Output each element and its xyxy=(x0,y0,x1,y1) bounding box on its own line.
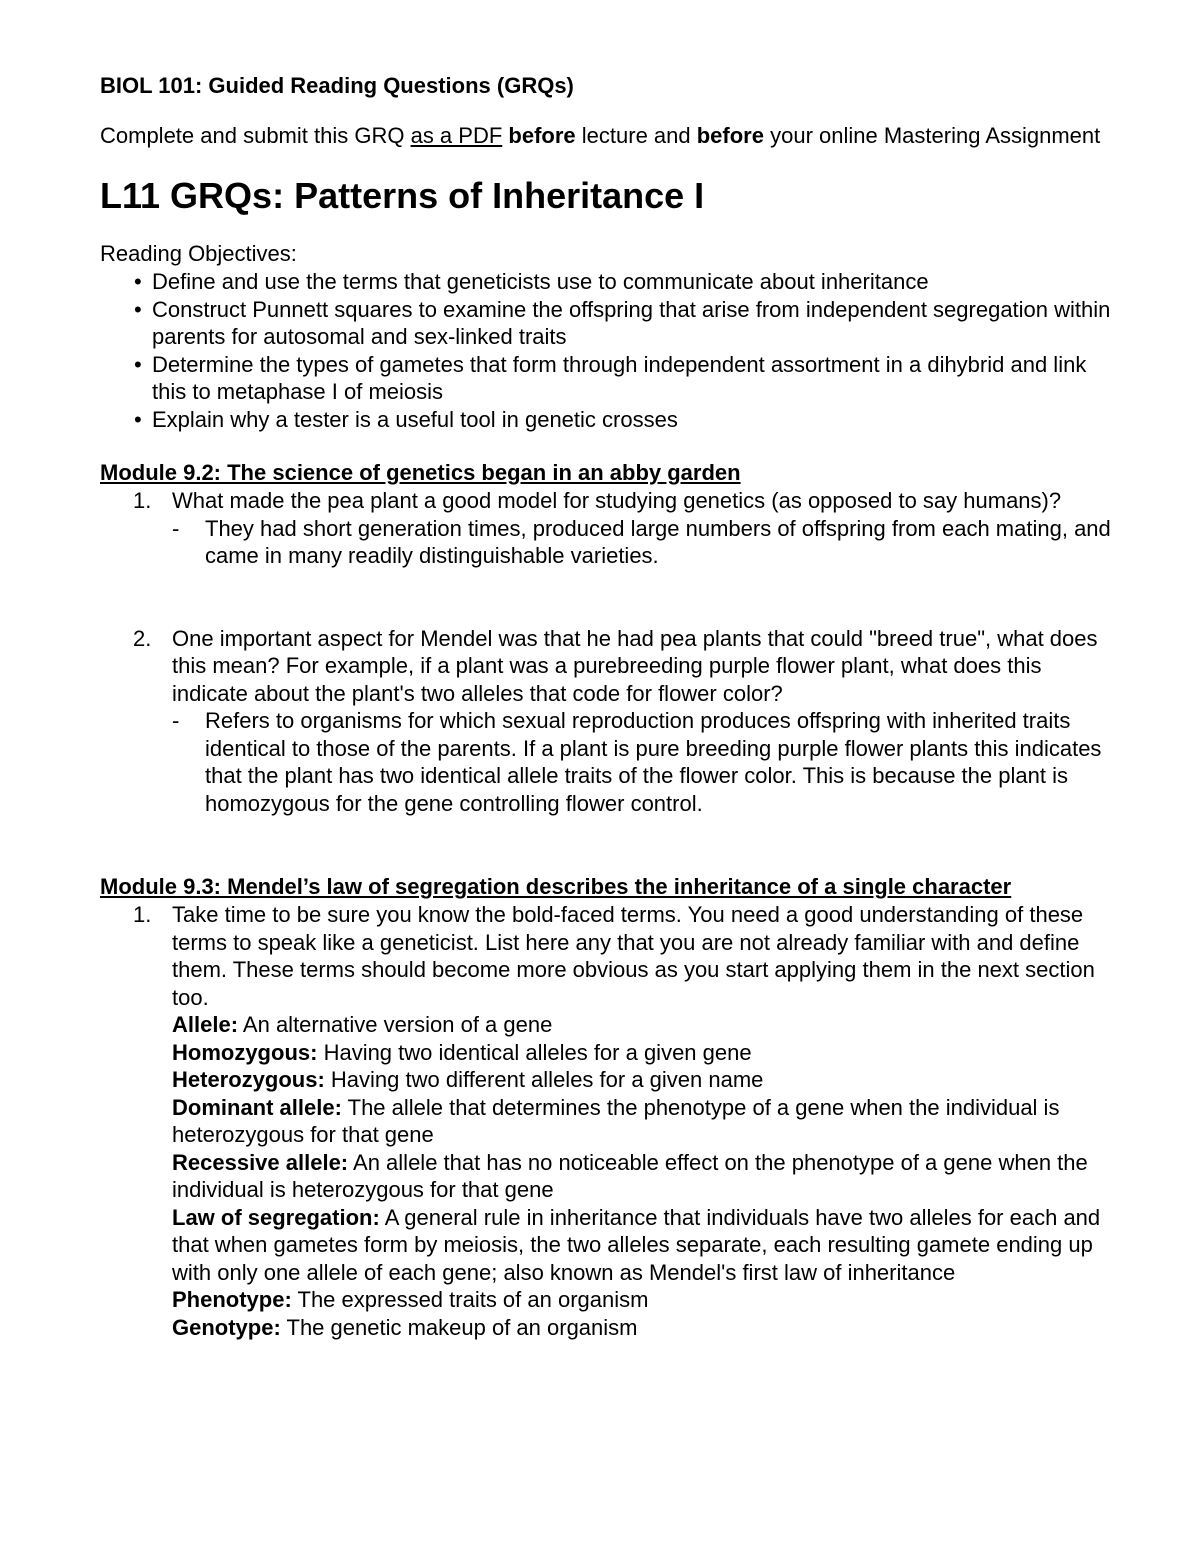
instructions xyxy=(100,122,1120,150)
term: Allele: xyxy=(172,1012,239,1037)
definition: The genetic makeup of an organism xyxy=(280,1314,638,1340)
instructions-bold-1: before xyxy=(508,123,576,148)
question xyxy=(100,487,1120,515)
objective-item: • Construct Punnett squares to examine the offspring that arise from independent segregation within parents for autosomal and sex-linked traits xyxy=(134,296,1120,351)
definition: Having two different alleles for a given name xyxy=(324,1067,764,1092)
definition: Having two identical alleles for a given gene xyxy=(317,1039,752,1065)
term-definition xyxy=(100,1094,1120,1149)
answer xyxy=(100,707,1120,817)
question-number: 1. xyxy=(133,902,152,927)
module-heading: Module 9.3: Mendel’s law of segregation describes the inheritance of a single character xyxy=(100,874,1012,899)
definition: The allele that determines the phenotype of a gene when the individual is heterozygous for that gene xyxy=(172,1094,1060,1147)
term-definition xyxy=(100,1286,1120,1314)
term: Law of segregation: xyxy=(172,1204,380,1230)
term-definition xyxy=(100,1066,1120,1094)
answer xyxy=(100,515,1120,570)
course-header: BIOL 101: Guided Reading Questions (GRQs) xyxy=(100,73,574,98)
objective-item: • Determine the types of gametes that form through independent assortment in a dihybrid and link this to metaphase I of meiosis xyxy=(134,351,1120,406)
instructions-text-4: your online Mastering Assignment xyxy=(763,123,1101,148)
module-heading: Module 9.2: The science of genetics began in an abby garden xyxy=(100,460,741,485)
term: Dominant allele: xyxy=(172,1094,342,1120)
objective-item: • Explain why a tester is a useful tool in genetic crosses xyxy=(134,406,1120,434)
instructions-text-1: Complete and submit this GRQ xyxy=(100,123,411,148)
term: Heterozygous: xyxy=(172,1067,325,1092)
term: Homozygous: xyxy=(172,1039,318,1065)
objectives-heading: Reading Objectives: xyxy=(100,241,297,266)
term-definition xyxy=(100,1314,1120,1342)
definition: A general rule in inheritance that individuals have two alleles for each and that when gametes form by meiosis, the two alleles separate, each resulting gamete ending up with only one allele of each gene; also known as Mendel's first law of inheritance xyxy=(172,1204,1101,1285)
question-number: 2. xyxy=(133,625,152,651)
question-number: 1. xyxy=(133,488,152,513)
pdf-link-text: as a PDF xyxy=(410,123,503,148)
question xyxy=(100,625,1120,708)
term-definition xyxy=(100,1039,1120,1067)
answer-text: They had short generation times, produced large numbers of offspring from each mating, and came in many readily distinguishable varieties. xyxy=(205,515,1111,568)
question-text: What made the pea plant a good model for studying genetics (as opposed to say humans)? xyxy=(172,488,1062,513)
page-title: L11 GRQs: Patterns of Inheritance I xyxy=(100,175,705,216)
document-page xyxy=(100,72,1120,1341)
instructions-text-3: lecture and xyxy=(575,123,697,148)
question-text: One important aspect for Mendel was that he had pea plants that could "breed true", what does this mean? For example, if a plant was a purebreeding purple flower plant, what does this indicate about the plant's two alleles that code for flower color? xyxy=(172,625,1098,706)
question-text: Take time to be sure you know the bold-faced terms. You need a good understanding of these terms to speak like a geneticist. List here any that you are not already familiar with and define them. These terms should become more obvious as you start applying them in the next section too. xyxy=(172,902,1095,1010)
objectives-list xyxy=(100,268,1120,433)
answer-text: Refers to organisms for which sexual reproduction produces offspring with inherited traits identical to those of the parents. If a plant is pure breeding purple flower plants this indicates that the plant has two identical allele traits of the flower color. This is because the plant is homozygous for the gene controlling flower control. xyxy=(205,708,1102,816)
term-definition xyxy=(100,1149,1120,1204)
objective-item: • Define and use the terms that geneticists use to communicate about inheritance xyxy=(134,268,1120,296)
term: Genotype: xyxy=(172,1314,281,1340)
term: Phenotype: xyxy=(172,1287,292,1312)
term-definition xyxy=(100,1011,1120,1039)
definition: An alternative version of a gene xyxy=(238,1012,553,1037)
term: Recessive allele: xyxy=(172,1149,349,1175)
definition: The expressed traits of an organism xyxy=(291,1287,649,1312)
dash-bullet: - xyxy=(172,515,180,541)
term-definition xyxy=(100,1204,1120,1287)
question xyxy=(100,901,1120,1011)
instructions-bold-2: before xyxy=(696,123,764,148)
definition: An allele that has no noticeable effect on the phenotype of a gene when the individual is heterozygous for that gene xyxy=(172,1149,1088,1202)
dash-bullet: - xyxy=(172,708,180,733)
